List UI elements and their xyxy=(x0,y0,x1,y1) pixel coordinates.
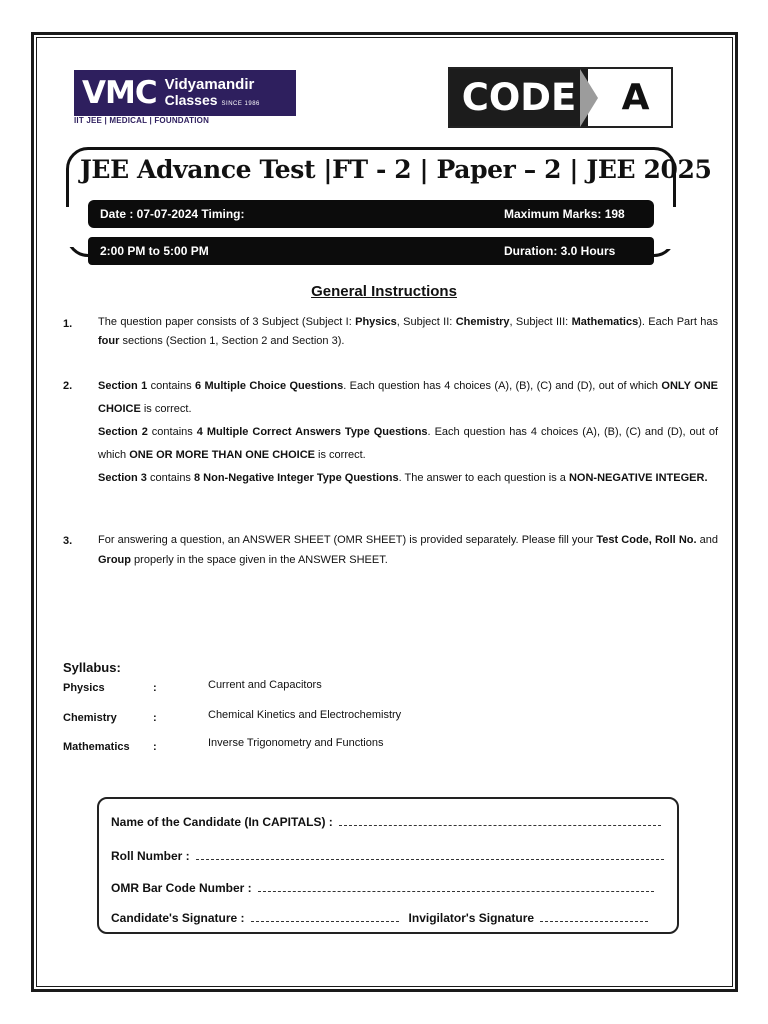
invigilator-signature-blank[interactable] xyxy=(540,921,648,922)
candidate-signature-blank[interactable] xyxy=(251,921,399,922)
candidate-name-blank[interactable] xyxy=(339,825,661,826)
text-run: . Each question has 4 choices (A), (B), (C) and (D), out of which xyxy=(343,380,662,392)
bold-run: Section 1 xyxy=(98,380,148,392)
text-run: and xyxy=(696,534,718,546)
instruction-number: 2. xyxy=(63,380,73,392)
instruction-number: 1. xyxy=(63,318,73,330)
instruction-body xyxy=(98,530,718,570)
instruction-item-1 xyxy=(63,313,718,351)
syllabus-topic: Current and Capacitors xyxy=(208,679,322,691)
bold-run: Physics xyxy=(355,316,397,328)
roll-number-field[interactable] xyxy=(111,849,664,863)
text-run: For answering a question, an ANSWER SHEET (OMR SHEET) is provided separately. Please fill your xyxy=(98,534,597,546)
instruction-body xyxy=(98,375,718,490)
time-range: 2:00 PM to 5:00 PM xyxy=(100,244,209,258)
section-3-line xyxy=(98,467,718,490)
candidate-signature-label: Candidate's Signature : xyxy=(111,911,245,925)
omr-barcode-field[interactable] xyxy=(111,881,654,895)
roll-number-blank[interactable] xyxy=(196,859,664,860)
candidate-name-field[interactable] xyxy=(111,815,661,829)
candidate-details-box xyxy=(97,797,679,934)
info-bar-time xyxy=(88,237,654,265)
syllabus-colon: : xyxy=(153,712,157,724)
bold-run: ONE OR MORE THAN ONE CHOICE xyxy=(129,449,315,461)
syllabus-subject: Mathematics xyxy=(63,741,130,753)
text-run: contains xyxy=(146,472,194,484)
omr-barcode-label: OMR Bar Code Number : xyxy=(111,881,252,895)
section-1-line xyxy=(98,375,718,421)
syllabus-topic: Chemical Kinetics and Electrochemistry xyxy=(208,709,402,721)
bold-run: ONLY ONE CHOICE xyxy=(98,380,718,415)
logo-mark: VMC xyxy=(82,74,157,111)
text-run: . The answer to each question is a xyxy=(398,472,569,484)
text-run: sections (Section 1, Section 2 and Section 3). xyxy=(119,335,345,347)
logo-words xyxy=(165,77,260,109)
info-bar-date xyxy=(88,200,654,228)
roll-number-label: Roll Number : xyxy=(111,849,190,863)
bold-run: 8 Non-Negative Integer Type Questions xyxy=(194,472,399,484)
omr-barcode-blank[interactable] xyxy=(258,891,654,892)
bold-run: Section 3 xyxy=(98,472,147,484)
syllabus xyxy=(63,660,402,753)
text-run: . Each question has 4 choices (A), (B), (C) and (D), out of which xyxy=(98,426,718,461)
logo-name-line1: Vidyamandir xyxy=(164,76,255,93)
vmc-logo xyxy=(74,70,296,128)
invigilator-signature-label: Invigilator's Signature xyxy=(408,911,535,925)
bold-run: 6 Multiple Choice Questions xyxy=(194,380,344,392)
text-run: The question paper consists of 3 Subject (Subject I: xyxy=(98,316,356,328)
text-run: contains xyxy=(147,426,197,438)
instructions-heading xyxy=(0,283,768,300)
text-run: contains xyxy=(147,380,195,392)
bold-run: 4 Multiple Correct Answers Type Questions xyxy=(196,426,428,438)
logo-name-line2: Classes xyxy=(164,92,218,108)
instruction-item-2 xyxy=(63,375,718,490)
bold-run: Chemistry xyxy=(455,316,510,328)
logo-since: SINCE 1986 xyxy=(221,101,260,107)
code-label-text: CODE xyxy=(461,76,577,119)
text-run: is correct. xyxy=(314,449,366,461)
instructions-heading-text: General Instructions xyxy=(311,283,457,300)
syllabus-subject: Chemistry xyxy=(63,712,117,724)
instruction-body xyxy=(98,313,718,351)
syllabus-subject: Physics xyxy=(63,682,105,694)
logo-box xyxy=(74,70,296,116)
bold-run: four xyxy=(98,335,120,347)
bold-run: Section 2 xyxy=(98,426,148,438)
code-badge xyxy=(448,67,673,128)
duration: Duration: 3.0 Hours xyxy=(504,244,616,258)
syllabus-topic: Inverse Trigonometry and Functions xyxy=(208,737,384,749)
syllabus-colon: : xyxy=(153,682,157,694)
bold-run: Group xyxy=(98,554,131,566)
chevron-right-icon xyxy=(580,69,598,127)
syllabus-title: Syllabus: xyxy=(63,660,121,675)
section-2-line xyxy=(98,421,718,467)
syllabus-colon: : xyxy=(153,741,157,753)
text-run: ). Each Part has xyxy=(638,316,718,328)
instruction-number: 3. xyxy=(63,535,73,547)
text-run: , Subject II: xyxy=(396,316,456,328)
bold-run: Test Code, Roll No. xyxy=(596,534,697,546)
text-run: , Subject III: xyxy=(509,316,572,328)
signatures-field[interactable] xyxy=(111,911,648,925)
code-value: A xyxy=(621,77,650,118)
frame-gap-right xyxy=(650,207,680,249)
logo-tagline: IIT JEE | MEDICAL | FOUNDATION xyxy=(74,116,210,125)
candidate-name-label: Name of the Candidate (In CAPITALS) : xyxy=(111,815,333,829)
text-run: is correct. xyxy=(140,403,192,415)
date-timing-label: Date : 07-07-2024 Timing: xyxy=(100,207,245,221)
test-title: JEE Advance Test |FT - 2 | Paper – 2 | JEE 2025 xyxy=(80,155,712,184)
instruction-item-3 xyxy=(63,530,718,570)
code-label xyxy=(450,69,588,126)
text-run: properly in the space given in the ANSWER SHEET. xyxy=(131,554,388,566)
bold-run: Mathematics xyxy=(571,316,639,328)
max-marks: Maximum Marks: 198 xyxy=(504,207,625,221)
bold-run: NON-NEGATIVE INTEGER. xyxy=(568,472,708,484)
